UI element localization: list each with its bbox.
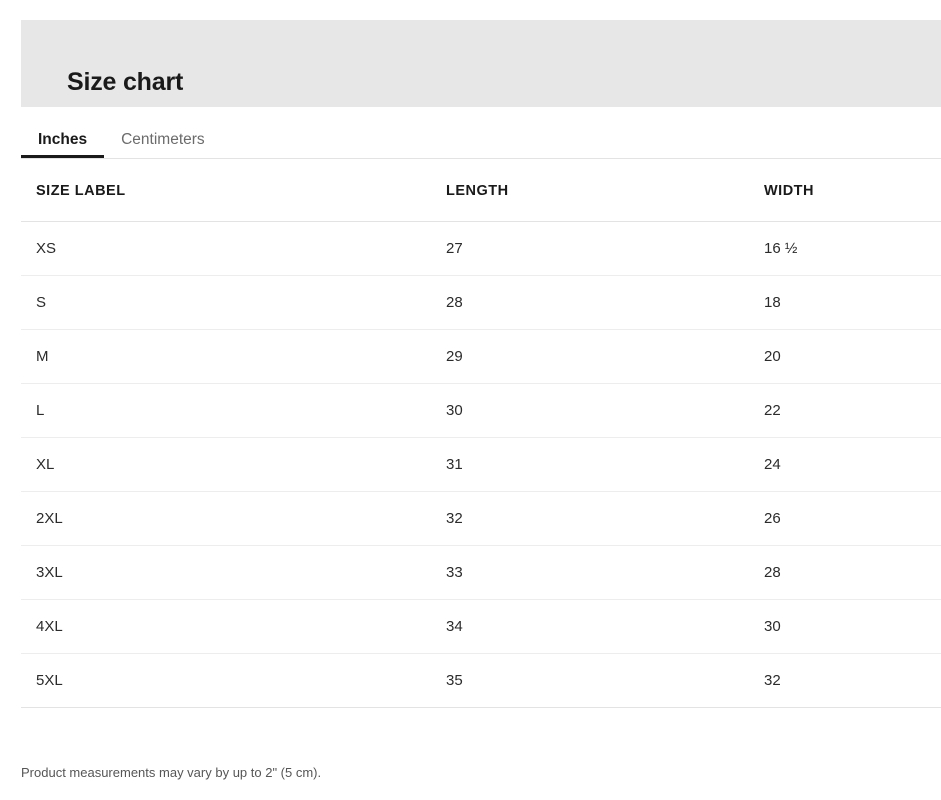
- cell-length: 28: [436, 276, 756, 330]
- cell-size-label: XL: [21, 438, 436, 492]
- cell-width: 22: [756, 384, 941, 438]
- tab-inches[interactable]: Inches: [21, 110, 104, 158]
- cell-width: 28: [756, 546, 941, 600]
- cell-length: 31: [436, 438, 756, 492]
- size-chart-header-band: [21, 20, 941, 107]
- table-header: [21, 159, 941, 222]
- table-row: [21, 438, 941, 492]
- cell-size-label: M: [21, 330, 436, 384]
- cell-width: 16 ½: [756, 222, 941, 276]
- cell-size-label: S: [21, 276, 436, 330]
- cell-size-label: XS: [21, 222, 436, 276]
- size-chart-table-wrap: [21, 159, 941, 708]
- cell-length: 33: [436, 546, 756, 600]
- page-title: Size chart: [67, 68, 184, 96]
- cell-length: 29: [436, 330, 756, 384]
- column-header-width: WIDTH: [756, 159, 941, 222]
- cell-length: 34: [436, 600, 756, 654]
- cell-length: 30: [436, 384, 756, 438]
- cell-size-label: 3XL: [21, 546, 436, 600]
- cell-length: 32: [436, 492, 756, 546]
- tab-centimeters[interactable]: Centimeters: [104, 110, 222, 158]
- cell-width: 20: [756, 330, 941, 384]
- cell-size-label: L: [21, 384, 436, 438]
- column-header-size-label: SIZE LABEL: [21, 159, 436, 222]
- cell-length: 35: [436, 654, 756, 708]
- cell-size-label: 2XL: [21, 492, 436, 546]
- table-row: [21, 384, 941, 438]
- table-body: [21, 222, 941, 708]
- table-row: [21, 222, 941, 276]
- table-row: [21, 330, 941, 384]
- table-row: [21, 276, 941, 330]
- unit-tabs: [21, 110, 941, 159]
- cell-width: 26: [756, 492, 941, 546]
- table-row: [21, 546, 941, 600]
- table-row: [21, 600, 941, 654]
- column-header-length: LENGTH: [436, 159, 756, 222]
- cell-width: 32: [756, 654, 941, 708]
- table-header-row: [21, 159, 941, 222]
- cell-width: 24: [756, 438, 941, 492]
- table-row: [21, 492, 941, 546]
- cell-size-label: 4XL: [21, 600, 436, 654]
- size-chart-table: [21, 159, 941, 708]
- cell-width: 30: [756, 600, 941, 654]
- table-row: [21, 654, 941, 708]
- measurement-footnote: Product measurements may vary by up to 2" (5 cm).: [21, 765, 322, 780]
- cell-size-label: 5XL: [21, 654, 436, 708]
- cell-length: 27: [436, 222, 756, 276]
- cell-width: 18: [756, 276, 941, 330]
